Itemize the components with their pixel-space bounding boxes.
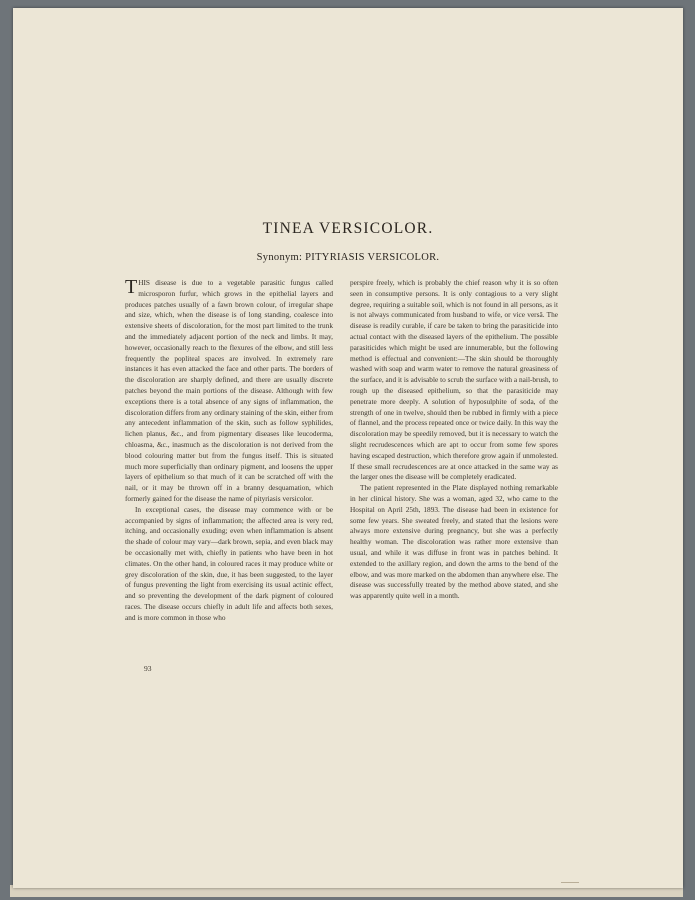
page-number: 93 xyxy=(144,664,152,673)
synonym-subtitle: Synonym: PITYRIASIS VERSICOLOR. xyxy=(256,252,440,263)
book-page xyxy=(13,8,683,888)
pencil-mark xyxy=(561,882,579,883)
paragraph-1-text: HIS disease is due to a vegetable parasitic fungus called microsporon furfur, which grows in the epithelial layers and produces patches usually of a fawn brown colour, of irregular shape and size, which, when the disease is of long standing, coalesce into extensive sheets of discoloration, for the most part limited to the trunk and the immediately adjacent portion of the neck and limbs. It may, however, occasionally reach to the flexures of the elbow, and still less frequently the popliteal spaces are involved. In extremely rare instances it has even attacked the face and other parts. The borders of the discoloration are sharply defined, and there are usually discrete patches beyond the main portions of the disease. Although with few exceptions there is a total absence of any signs of inflammation, the discoloration differs from any ordinary staining of the skin, either from any antecedent inflammation of the skin, such as follow syphilides, lichen planus, &c., and from pigmentary diseases like leucoderma, chloasma, &c., inasmuch as the discoloration is not derived from the blood colouring matter but from the fungus itself. This is situated much more superficially than ordinary pigment, and loosens the upper layers of epithelium so that much of it can be scratched off with the nail, or it may be thrown off in a branny desquamation, which formerly gained for the disease the name of pityriasis versicolor. xyxy=(125,278,333,503)
paragraph-2: In exceptional cases, the disease may commence with or be accompanied by signs of inflammation; the affected area is very red, itching, and occasionally exuding; even when inflammation is absent the shade of colour may vary—dark brown, sepia, and even black may be occasionally met with, chiefly in patients who have been in hot climates. On the other hand, in coloured races it may produce white or grey discoloration of the skin, due, it has been suggested, to the layer of fungus preventing the light from exercising its usual actinic effect, and so preventing the development of the dark pigment of coloured races. The disease occurs chiefly in adult life and affects both sexes, and is more common in those who xyxy=(125,504,333,622)
paragraph-1 xyxy=(125,278,333,505)
drop-cap-letter: T xyxy=(125,276,138,298)
paragraph-3: perspire freely, which is probably the chief reason why it is so often seen in consumptive persons. It is only contagious to a very slight degree, requiring a suitable soil, which is not found in all persons, as it is not always communicated from husband to wife, or vice versâ. The disease is readily curable, if care be taken to bring the parasiticide into actual contact with the diseased layers of the epithelium. The possible parasiticides which might be used are innumerable, but the following method is effectual and convenient:—The skin should be thoroughly washed with soap and warm water to remove the natural greasiness of the surface, and it is advisable to scrub the surface with a nail-brush, to rough up the diseased epithelium, so that the parasiticide may penetrate more deeply. A solution of hyposulphite of soda, of the strength of one in twelve, should then be rubbed in firmly with a piece of flannel, and the process repeated once or twice daily. In this way the discoloration may be speedily removed, but it is necessary to watch the slight recrudescences which are apt to occur from some few spores having escaped destruction, which therefore grow again if unmolested. If these small recrudescences are at once attacked in the same way as the larger ones the disease will be completely eradicated. xyxy=(350,278,558,482)
paragraph-4: The patient represented in the Plate displayed nothing remarkable in her clinical history. She was a woman, aged 32, who came to the Hospital on April 25th, 1893. The disease had been in existence for some few years. She sweated freely, and stated that the lesions were always more extensive during pregnancy, but she was a perfectly healthy woman. The discoloration was rather more extensive than usual, and while it was diffuse in front was in patches behind. It extended to the axillary region, and down the arms to the bend of the elbow, and was more marked on the abdomen than anywhere else. The disease was successfully treated by the method above stated, and she was apparently quite well in a month. xyxy=(350,483,558,601)
left-text-column xyxy=(125,278,333,624)
page-title: TINEA VERSICOLOR. xyxy=(262,220,434,237)
right-text-column xyxy=(350,278,558,602)
